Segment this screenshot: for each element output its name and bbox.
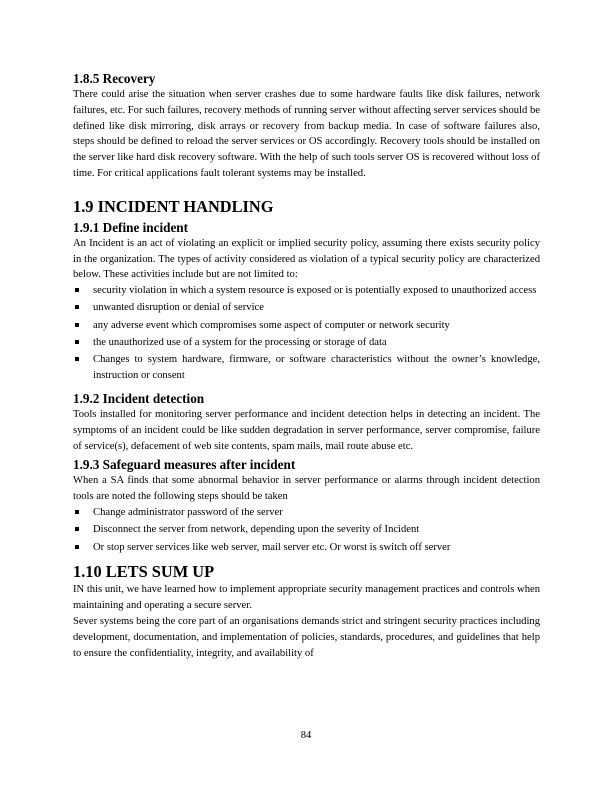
section-heading-recovery: 1.8.5 Recovery — [73, 71, 156, 86]
bullet-icon — [75, 323, 79, 327]
list-item-text: Changes to system hardware, firmware, or software characteristics without the owner’s knowledge, instruction or consent — [93, 354, 540, 382]
section-heading-incident-handling: 1.9 INCIDENT HANDLING — [73, 196, 274, 216]
list-item — [73, 300, 540, 316]
page-number: 84 — [300, 730, 312, 741]
list-item — [73, 505, 540, 521]
list-item-text: Or stop server services like web server, mail server etc. Or worst is switch off server — [93, 541, 451, 553]
list-item — [73, 352, 540, 384]
list-item — [73, 522, 540, 538]
list-item — [73, 540, 540, 556]
safeguard-paragraph: When a SA finds that some abnormal behavior in server performance or alarms through incident detection tools are noted the following steps should be taken — [73, 475, 540, 503]
page-content — [73, 70, 540, 661]
bullet-icon — [75, 357, 79, 361]
bullet-icon — [75, 527, 79, 531]
list-item-text: unwanted disruption or denial of service — [93, 302, 264, 314]
section-heading-safeguard: 1.9.3 Safeguard measures after incident — [73, 457, 296, 473]
section-heading-sum-up: 1.10 LETS SUM UP — [73, 562, 215, 582]
list-item-text: security violation in which a system resource is exposed or is potentially exposed to unauthorized access — [93, 285, 537, 297]
list-item-text: Disconnect the server from network, depending upon the severity of Incident — [93, 524, 420, 536]
sum-up-paragraph-2: Sever systems being the core part of an organisations demands strict and stringent security practices including development, documentation, and implementation of policies, standards, procedures, and guidelines that help to ensure the confidentiality, integrity, and availability of — [73, 615, 540, 659]
bullet-icon — [75, 340, 79, 344]
safeguard-steps-list — [73, 505, 540, 555]
list-item-text: the unauthorized use of a system for the processing or storage of data — [93, 337, 387, 349]
list-item-text: Change administrator password of the server — [93, 506, 283, 518]
section-heading-incident-detection: 1.9.2 Incident detection — [73, 390, 205, 406]
list-item — [73, 335, 540, 351]
list-item — [73, 318, 540, 334]
bullet-icon — [75, 305, 79, 309]
incident-detection-paragraph: Tools installed for monitoring server performance and incident detection helps in detecting an incident. The symptoms of an incident could be like sudden degradation in server performance, server compromise, failure of service(s), defacement of web site contents, spam mails, mail route abuse etc. — [73, 408, 540, 452]
list-item-text: any adverse event which compromises some aspect of computer or network security — [93, 319, 450, 331]
sum-up-paragraph-1: IN this unit, we have learned how to implement appropriate security management practices and controls when maintaining and operating a secure server. — [73, 584, 540, 612]
define-incident-paragraph: An Incident is an act of violating an explicit or implied security policy, assuming there exists security policy in the organization. The types of activity considered as violation of a typical security policy are characterized below. These activities include but are not limited to: — [73, 237, 540, 281]
list-item — [73, 283, 540, 299]
section-heading-define-incident: 1.9.1 Define incident — [73, 219, 189, 235]
bullet-icon — [75, 288, 79, 292]
bullet-icon — [75, 510, 79, 514]
recovery-paragraph: There could arise the situation when server crashes due to some hardware faults like disk failures, network failures, etc. For such failures, recovery methods of running server without affecting server services should be defined like disk mirroring, disk arrays or recovery from backup media. In case of software failures also, steps should be defined to reload the server services or OS accordingly. Recovery tools should be installed on the server like hard disk recovery software. With the help of such tools server OS is recovered without loss of time. For critical applications fault tolerant systems may be installed. — [73, 89, 540, 179]
bullet-icon — [75, 545, 79, 549]
incident-activity-list — [73, 283, 540, 384]
